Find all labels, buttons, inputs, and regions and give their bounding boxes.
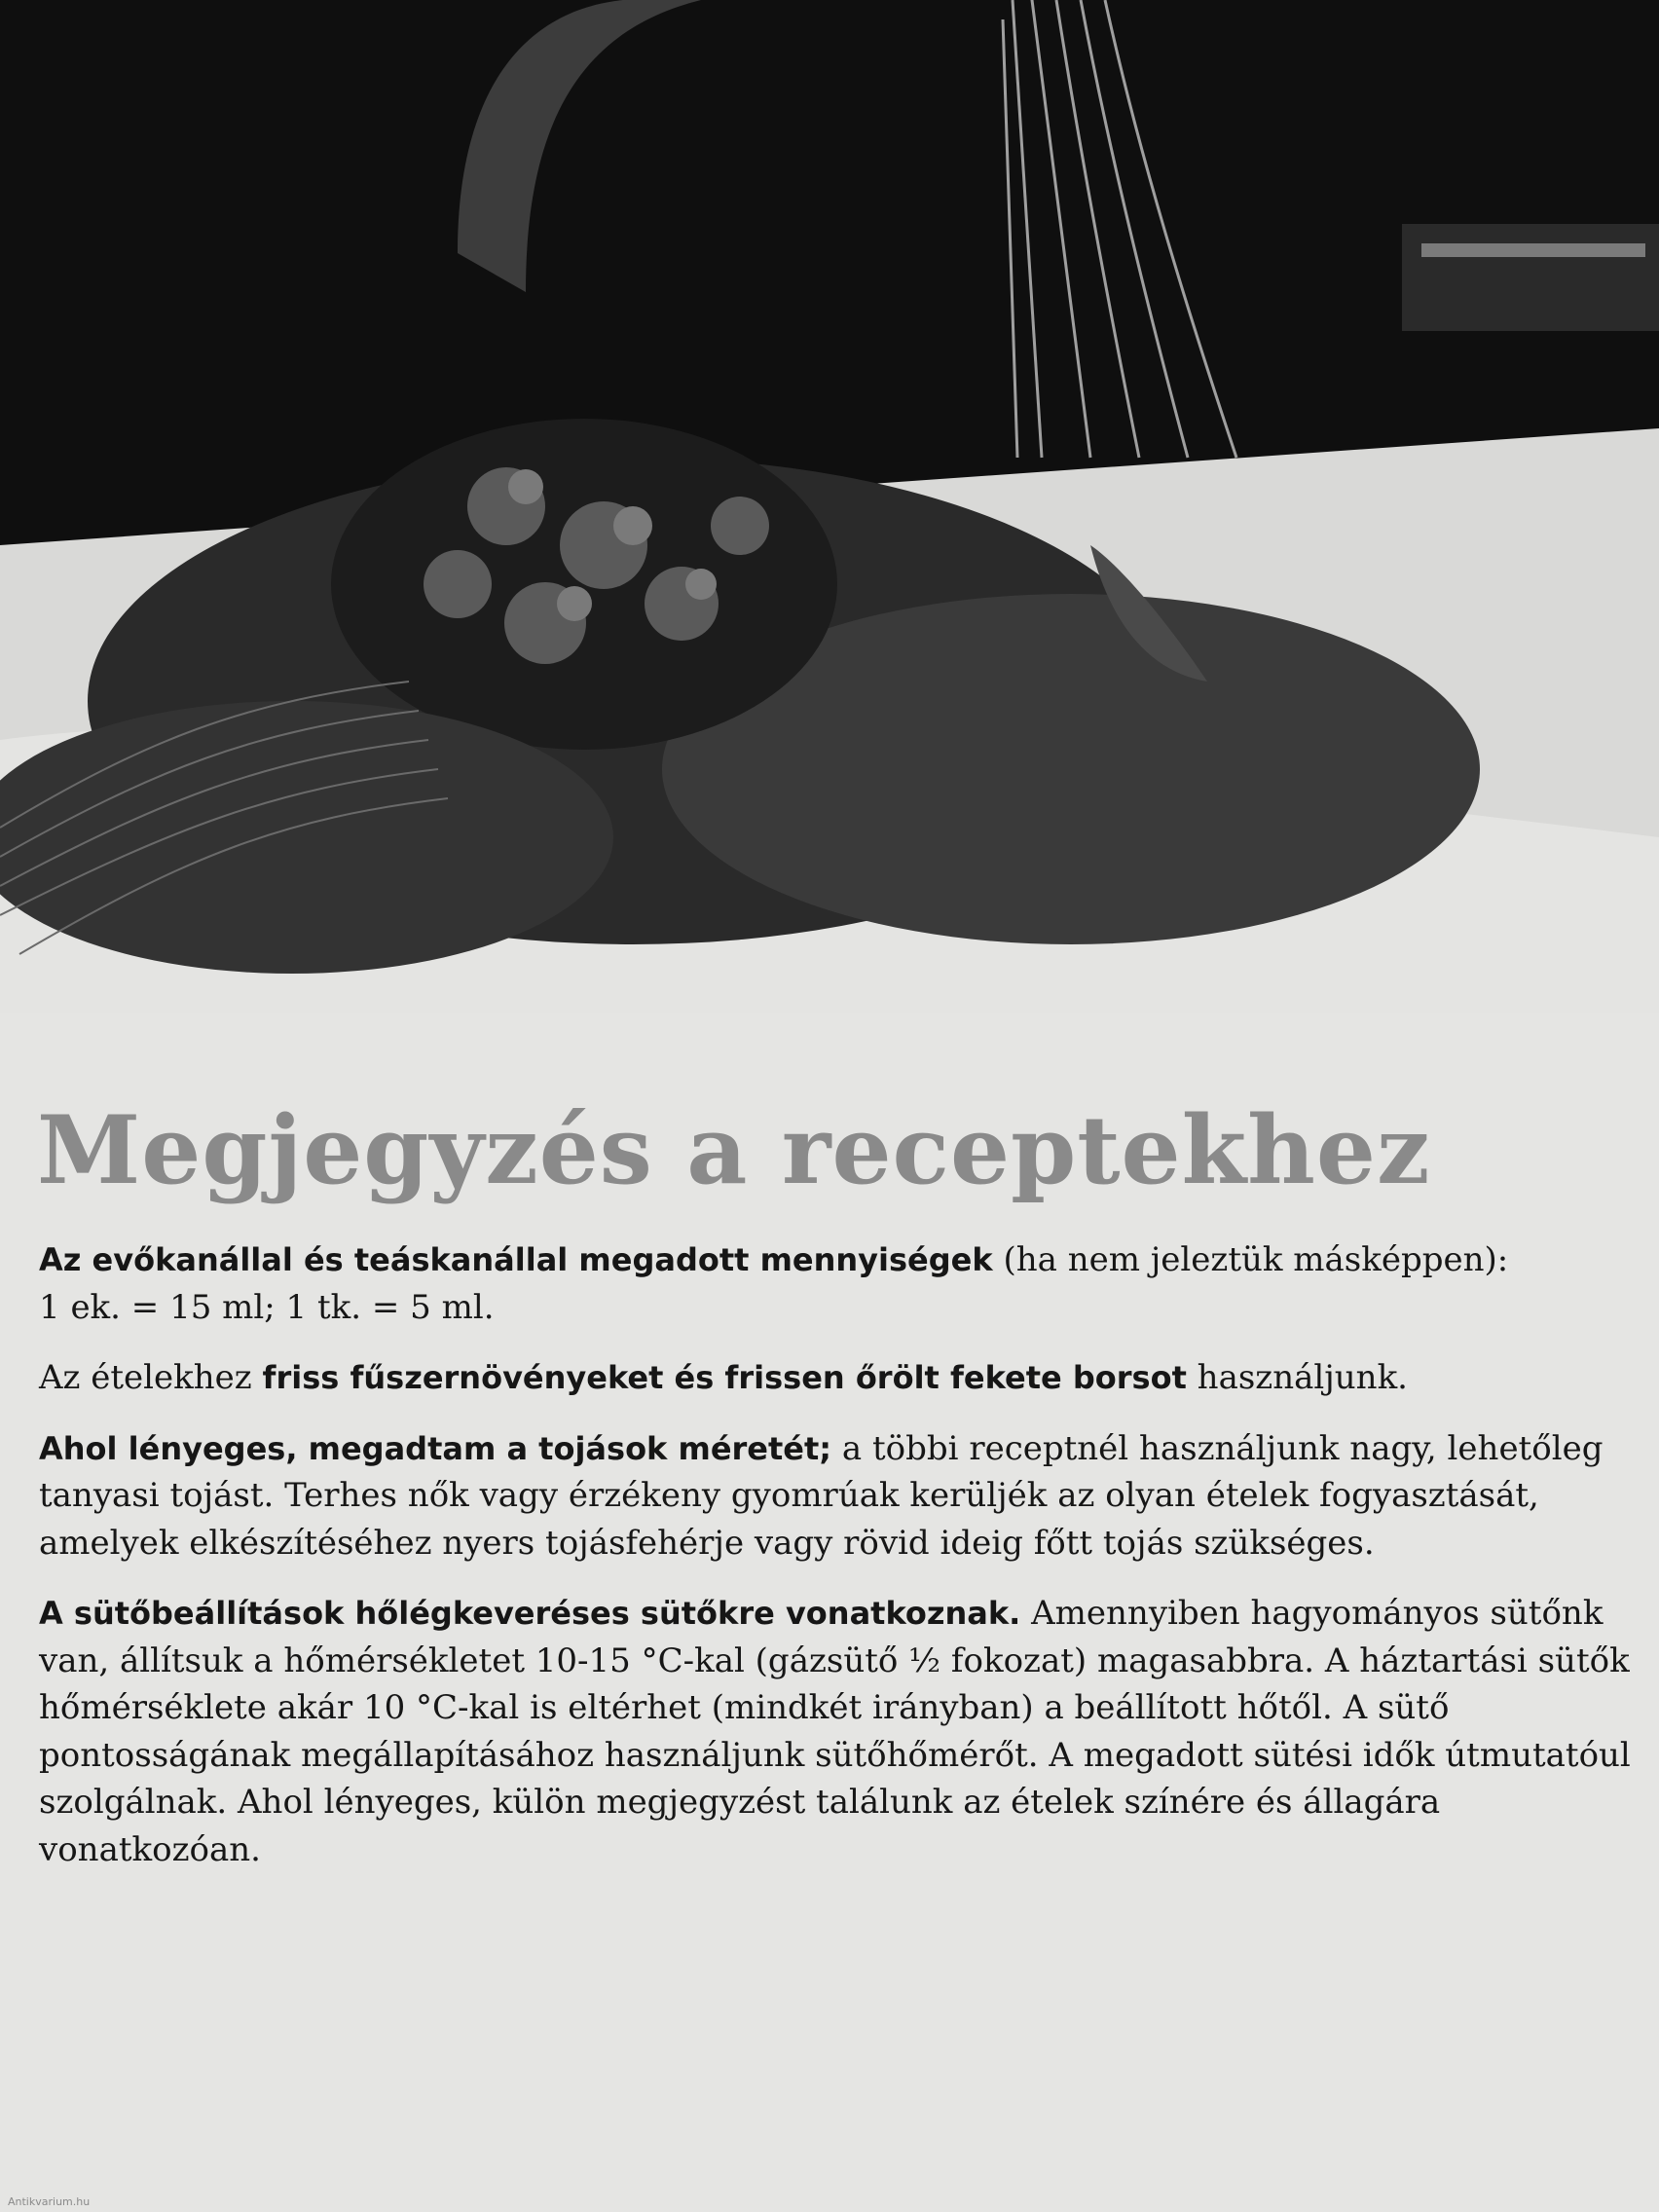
paragraph-bold: A sütőbeállítások hőlégkeveréses sütőkre vonatkoznak.	[39, 1595, 1021, 1632]
paragraph-eggs	[39, 1425, 1636, 1567]
paragraph-bold: friss fűszernövényeket és frissen őrölt fekete borsot	[262, 1359, 1187, 1396]
paragraph-text: Amennyiben hagyományos sütőnk van, állítsuk a hőmérsékletet 10-15 °C-kal (gázsütő ½ fokozat) magasabbra. A háztartási sütők hőmérséklete akár 10 °C-kal is eltérhet (mindkét irányban) a beállított hőtől. A sütő pontosságának megállapításához használjunk sütőhőmérőt. A megadott sütési idők útmutatóul szolgálnak. Ahol lényeges, külön megjegyzést találunk az ételek színére és állagára vonatkozóan.	[39, 1594, 1631, 1869]
paragraph-measures	[39, 1236, 1636, 1331]
paragraph-text: használjunk.	[1186, 1358, 1408, 1397]
paragraph-oven	[39, 1590, 1636, 1873]
paragraph-herbs	[39, 1354, 1636, 1402]
page-title: Megjegyzés a receptekhez	[37, 1095, 1431, 1205]
watermark: Antikvarium.hu	[8, 2195, 91, 2208]
paragraph-text: a többi receptnél használjunk nagy, lehetőleg tanyasi tojást. Terhes nők vagy érzékeny gyomrúak kerüljék az olyan ételek fogyasztását, amelyek elkészítéséhez nyers tojásfehérje vagy rövid ideig főtt tojás szükséges.	[39, 1428, 1604, 1563]
measure-equivalents: 1 ek. = 15 ml; 1 tk. = 5 ml.	[39, 1287, 495, 1327]
herbs-photo	[0, 0, 1659, 1013]
paragraph-bold: Ahol lényeges, megadtam a tojások méretét;	[39, 1429, 832, 1467]
herbs-in-sink-illustration	[0, 0, 1659, 1013]
notes-body	[39, 1236, 1636, 1897]
paragraph-text: Az ételekhez	[39, 1358, 263, 1397]
paragraph-text: (ha nem jeleztük másképpen):	[992, 1240, 1509, 1279]
paragraph-bold: Az evőkanállal és teáskanállal megadott mennyiségek	[39, 1241, 993, 1278]
